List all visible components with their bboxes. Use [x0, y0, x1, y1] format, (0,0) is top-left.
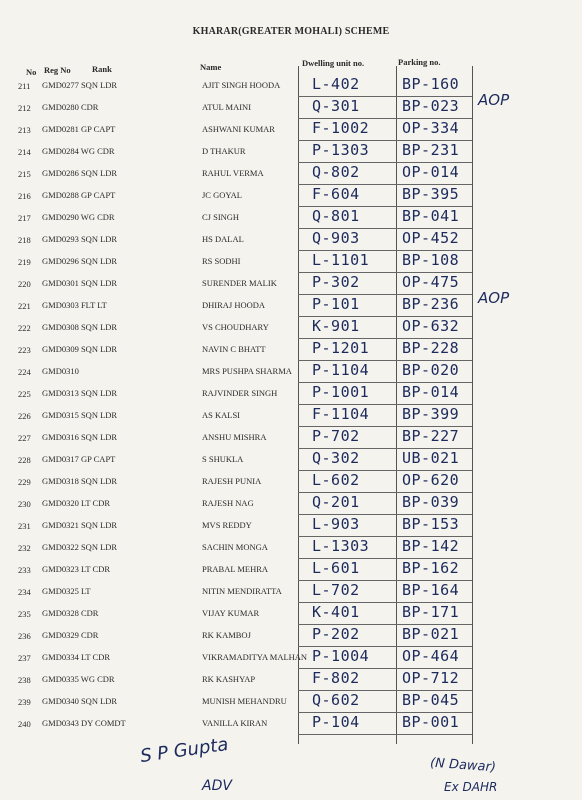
- dwelling-unit-value: P-1001: [312, 383, 370, 401]
- row-reg-rank: GMD0335 WG CDR: [42, 674, 115, 684]
- row-serial-no: 222: [18, 323, 31, 333]
- dwelling-cell: [298, 229, 396, 251]
- table-row: [0, 383, 582, 405]
- row-reg-rank: GMD0317 GP CAPT: [42, 454, 116, 464]
- parking-value: OP-014: [402, 163, 460, 181]
- dwelling-cell: [298, 493, 396, 515]
- parking-value: BP-171: [402, 603, 460, 621]
- parking-cell: [396, 449, 472, 471]
- table-row: [0, 647, 582, 669]
- table-row: [0, 471, 582, 493]
- row-name: ATUL MAINI: [202, 102, 252, 112]
- header-name: Name: [200, 62, 222, 72]
- parking-value: BP-020: [402, 361, 460, 379]
- document-title: KHARAR(GREATER MOHALI) SCHEME: [192, 26, 390, 37]
- parking-value: BP-001: [402, 713, 460, 731]
- parking-value: OP-452: [402, 229, 460, 247]
- table-row: [0, 207, 582, 229]
- row-serial-no: 221: [18, 301, 31, 311]
- row-serial-no: 232: [18, 543, 31, 553]
- parking-value: BP-142: [402, 537, 460, 555]
- row-reg-rank: GMD0296 SQN LDR: [42, 256, 118, 266]
- row-reg-rank: GMD0281 GP CAPT: [42, 124, 116, 134]
- dwelling-cell: [298, 361, 396, 383]
- signature-left-sub: [202, 778, 232, 794]
- row-reg-rank: GMD0329 CDR: [42, 630, 99, 640]
- table-row: [0, 289, 582, 317]
- row-reg-rank: GMD0286 SQN LDR: [42, 168, 118, 178]
- parking-cell: [396, 537, 472, 559]
- row-serial-no: 235: [18, 609, 31, 619]
- parking-value: BP-041: [402, 207, 460, 225]
- row-name: ASHWANI KUMAR: [202, 124, 275, 134]
- row-name: RAJVINDER SINGH: [202, 388, 278, 398]
- dwelling-unit-value: P-702: [312, 427, 360, 445]
- row-reg-rank: GMD0290 WG CDR: [42, 212, 115, 222]
- row-serial-no: 227: [18, 433, 31, 443]
- parking-value: BP-395: [402, 185, 460, 203]
- row-name: VS CHOUDHARY: [202, 322, 269, 332]
- row-reg-rank: GMD0308 SQN LDR: [42, 322, 118, 332]
- table-row: [0, 405, 582, 427]
- parking-cell: [396, 669, 472, 691]
- dwelling-unit-value: P-1201: [312, 339, 370, 357]
- table-row: [0, 713, 582, 735]
- parking-value: BP-231: [402, 141, 460, 159]
- parking-cell: [396, 691, 472, 713]
- dwelling-unit-value: Q-903: [312, 229, 360, 247]
- row-serial-no: 234: [18, 587, 31, 597]
- row-reg-rank: GMD0315 SQN LDR: [42, 410, 118, 420]
- dwelling-unit-value: Q-301: [312, 97, 360, 115]
- dwelling-cell: [298, 603, 396, 625]
- table-row: [0, 141, 582, 163]
- table-row: [0, 537, 582, 559]
- table-row: [0, 91, 582, 119]
- row-reg-rank: GMD0293 SQN LDR: [42, 234, 118, 244]
- row-name: RK KASHYAP: [202, 674, 256, 684]
- parking-value: OP-632: [402, 317, 460, 335]
- signature-right-text: (N Dawar): [429, 755, 497, 776]
- row-serial-no: 223: [18, 345, 31, 355]
- parking-cell: [396, 207, 472, 229]
- dwelling-cell: [298, 163, 396, 185]
- row-reg-rank: GMD0328 CDR: [42, 608, 99, 618]
- row-reg-rank: GMD0310: [42, 366, 79, 376]
- row-serial-no: 239: [18, 697, 31, 707]
- row-reg-rank: GMD0321 SQN LDR: [42, 520, 118, 530]
- table-row: [0, 317, 582, 339]
- parking-cell: [396, 361, 472, 383]
- dwelling-cell: [298, 251, 396, 273]
- row-reg-rank: GMD0303 FLT LT: [42, 300, 107, 310]
- parking-value: BP-045: [402, 691, 460, 709]
- row-name: D THAKUR: [202, 146, 246, 156]
- row-name: S SHUKLA: [202, 454, 244, 464]
- parking-value: BP-162: [402, 559, 460, 577]
- row-name: MRS PUSHPA SHARMA: [202, 366, 292, 376]
- table-row: [0, 449, 582, 471]
- parking-cell: [396, 273, 472, 295]
- parking-cell: [396, 581, 472, 603]
- handwritten-note: AOP: [478, 91, 510, 109]
- parking-cell: [396, 625, 472, 647]
- dwelling-unit-value: Q-302: [312, 449, 360, 467]
- parking-value: BP-227: [402, 427, 460, 445]
- row-name: ANSHU MISHRA: [202, 432, 267, 442]
- table-row: [0, 669, 582, 691]
- dwelling-unit-value: F-802: [312, 669, 360, 687]
- row-serial-no: 212: [18, 103, 31, 113]
- table-row: [0, 691, 582, 713]
- parking-cell: [396, 427, 472, 449]
- parking-cell: [396, 493, 472, 515]
- row-reg-rank: GMD0343 DY COMDT: [42, 718, 126, 728]
- parking-cell: [396, 295, 472, 317]
- parking-value: OP-334: [402, 119, 460, 137]
- dwelling-cell: [298, 647, 396, 669]
- row-reg-rank: GMD0309 SQN LDR: [42, 344, 118, 354]
- handwritten-note: AOP: [478, 289, 510, 307]
- row-name: RAHUL VERMA: [202, 168, 264, 178]
- dwelling-cell: [298, 207, 396, 229]
- row-serial-no: 224: [18, 367, 31, 377]
- table-row: [0, 185, 582, 207]
- row-name: RS SODHI: [202, 256, 241, 266]
- dwelling-unit-value: L-402: [312, 75, 360, 93]
- dwelling-unit-value: K-401: [312, 603, 360, 621]
- parking-value: OP-464: [402, 647, 460, 665]
- dwelling-unit-value: F-1104: [312, 405, 370, 423]
- row-name: HS DALAL: [202, 234, 244, 244]
- table-row: [0, 251, 582, 273]
- dwelling-cell: [298, 141, 396, 163]
- dwelling-unit-value: L-702: [312, 581, 360, 599]
- row-name: RK KAMBOJ: [202, 630, 251, 640]
- parking-value: BP-153: [402, 515, 460, 533]
- table-row: [0, 581, 582, 603]
- dwelling-unit-value: P-302: [312, 273, 360, 291]
- row-reg-rank: GMD0323 LT CDR: [42, 564, 111, 574]
- dwelling-cell: [298, 119, 396, 141]
- dwelling-cell: [298, 339, 396, 361]
- table-row: [0, 515, 582, 537]
- parking-value: BP-160: [402, 75, 460, 93]
- signature-left: [139, 734, 230, 767]
- dwelling-cell: [298, 625, 396, 647]
- dwelling-unit-value: Q-201: [312, 493, 360, 511]
- row-name: NAVIN C BHATT: [202, 344, 266, 354]
- row-name: VIKRAMADITYA MALHAN: [202, 652, 308, 662]
- parking-value: BP-021: [402, 625, 460, 643]
- parking-cell: [396, 515, 472, 537]
- parking-cell: [396, 163, 472, 185]
- dwelling-cell: [298, 383, 396, 405]
- parking-cell: [396, 119, 472, 141]
- parking-value: UB-021: [402, 449, 460, 467]
- parking-cell: [396, 339, 472, 361]
- row-name: PRABAL MEHRA: [202, 564, 269, 574]
- row-serial-no: 230: [18, 499, 31, 509]
- dwelling-cell: [298, 405, 396, 427]
- table-row: [0, 339, 582, 361]
- parking-cell: [396, 75, 472, 97]
- row-reg-rank: GMD0301 SQN LDR: [42, 278, 118, 288]
- parking-value: BP-014: [402, 383, 460, 401]
- row-name: JC GOYAL: [202, 190, 242, 200]
- header-rank: Rank: [92, 64, 112, 74]
- parking-cell: [396, 471, 472, 493]
- dwelling-cell: [298, 449, 396, 471]
- table-header: [0, 57, 582, 77]
- table-row: [0, 493, 582, 515]
- row-reg-rank: GMD0325 LT: [42, 586, 91, 596]
- row-name: AS KALSI: [202, 410, 241, 420]
- parking-cell: [396, 647, 472, 669]
- table-row: [0, 361, 582, 383]
- signature-right-sub: [444, 780, 497, 794]
- dwelling-cell: [298, 427, 396, 449]
- dwelling-unit-value: P-104: [312, 713, 360, 731]
- row-serial-no: 237: [18, 653, 31, 663]
- row-reg-rank: GMD0318 SQN LDR: [42, 476, 118, 486]
- row-name: DHIRAJ HOODA: [202, 300, 266, 310]
- row-reg-rank: GMD0316 SQN LDR: [42, 432, 118, 442]
- signature-right: [430, 756, 497, 776]
- parking-cell: [396, 185, 472, 207]
- parking-cell: [396, 405, 472, 427]
- header-no: No: [26, 67, 37, 77]
- dwelling-unit-value: F-604: [312, 185, 360, 203]
- table-row: [0, 559, 582, 581]
- row-serial-no: 218: [18, 235, 31, 245]
- header-dwelling-unit: Dwelling unit no.: [302, 58, 365, 68]
- row-name: MVS REDDY: [202, 520, 252, 530]
- row-reg-rank: GMD0340 SQN LDR: [42, 696, 118, 706]
- dwelling-cell: [298, 471, 396, 493]
- row-serial-no: 215: [18, 169, 31, 179]
- row-reg-rank: GMD0284 WG CDR: [42, 146, 115, 156]
- row-name: AJIT SINGH HOODA: [202, 80, 281, 90]
- signature-left-text: S P Gupta: [138, 733, 230, 768]
- row-name: SACHIN MONGA: [202, 542, 268, 552]
- row-reg-rank: GMD0322 SQN LDR: [42, 542, 118, 552]
- dwelling-unit-value: Q-602: [312, 691, 360, 709]
- parking-cell: [396, 97, 472, 119]
- dwelling-unit-value: L-1303: [312, 537, 370, 555]
- row-name: SURENDER MALIK: [202, 278, 277, 288]
- row-serial-no: 216: [18, 191, 31, 201]
- dwelling-unit-value: Q-802: [312, 163, 360, 181]
- dwelling-unit-value: L-601: [312, 559, 360, 577]
- row-serial-no: 211: [18, 81, 31, 91]
- dwelling-unit-value: F-1002: [312, 119, 370, 137]
- row-reg-rank: GMD0277 SQN LDR: [42, 80, 118, 90]
- header-reg-no: Reg No: [44, 65, 71, 75]
- row-reg-rank: GMD0334 LT CDR: [42, 652, 111, 662]
- parking-value: BP-108: [402, 251, 460, 269]
- row-name: RAJESH PUNIA: [202, 476, 262, 486]
- dwelling-unit-value: L-903: [312, 515, 360, 533]
- table-row: [0, 625, 582, 647]
- table-row: [0, 427, 582, 449]
- row-name: RAJESH NAG: [202, 498, 254, 508]
- dwelling-cell: [298, 581, 396, 603]
- dwelling-cell: [298, 75, 396, 97]
- row-serial-no: 228: [18, 455, 31, 465]
- row-serial-no: 214: [18, 147, 31, 157]
- dwelling-cell: [298, 97, 396, 119]
- dwelling-cell: [298, 537, 396, 559]
- table-row: [0, 603, 582, 625]
- dwelling-unit-value: P-101: [312, 295, 360, 313]
- parking-cell: [396, 713, 472, 735]
- parking-cell: [396, 229, 472, 251]
- row-serial-no: 229: [18, 477, 31, 487]
- row-serial-no: 220: [18, 279, 31, 289]
- parking-cell: [396, 251, 472, 273]
- row-name: MUNISH MEHANDRU: [202, 696, 287, 706]
- row-reg-rank: GMD0288 GP CAPT: [42, 190, 116, 200]
- row-serial-no: 225: [18, 389, 31, 399]
- row-serial-no: 213: [18, 125, 31, 135]
- parking-cell: [396, 383, 472, 405]
- dwelling-cell: [298, 273, 396, 295]
- row-serial-no: 240: [18, 719, 31, 729]
- dwelling-cell: [298, 713, 396, 735]
- dwelling-unit-value: Q-801: [312, 207, 360, 225]
- parking-value: BP-039: [402, 493, 460, 511]
- dwelling-unit-value: P-202: [312, 625, 360, 643]
- dwelling-unit-value: P-1303: [312, 141, 370, 159]
- row-reg-rank: GMD0320 LT CDR: [42, 498, 111, 508]
- parking-cell: [396, 559, 472, 581]
- row-serial-no: 238: [18, 675, 31, 685]
- row-name: NITIN MENDIRATTA: [202, 586, 282, 596]
- dwelling-unit-value: L-1101: [312, 251, 370, 269]
- parking-value: BP-228: [402, 339, 460, 357]
- parking-value: OP-620: [402, 471, 460, 489]
- parking-value: BP-236: [402, 295, 460, 313]
- table-row: [0, 119, 582, 141]
- row-serial-no: 231: [18, 521, 31, 531]
- row-serial-no: 226: [18, 411, 31, 421]
- dwelling-cell: [298, 295, 396, 317]
- dwelling-cell: [298, 317, 396, 339]
- dwelling-cell: [298, 515, 396, 537]
- signature-right-subtext: Ex DAHR: [444, 780, 498, 794]
- parking-value: BP-023: [402, 97, 460, 115]
- row-serial-no: 236: [18, 631, 31, 641]
- row-name: CJ SINGH: [202, 212, 240, 222]
- dwelling-unit-value: P-1004: [312, 647, 370, 665]
- table-row: [0, 163, 582, 185]
- parking-value: BP-164: [402, 581, 460, 599]
- row-reg-rank: GMD0313 SQN LDR: [42, 388, 118, 398]
- dwelling-unit-value: K-901: [312, 317, 360, 335]
- parking-cell: [396, 317, 472, 339]
- dwelling-unit-value: P-1104: [312, 361, 370, 379]
- parking-value: BP-399: [402, 405, 460, 423]
- dwelling-unit-value: L-602: [312, 471, 360, 489]
- header-parking: Parking no.: [398, 57, 441, 67]
- dwelling-cell: [298, 691, 396, 713]
- parking-cell: [396, 141, 472, 163]
- row-serial-no: 233: [18, 565, 31, 575]
- row-reg-rank: GMD0280 CDR: [42, 102, 99, 112]
- table-row: [0, 229, 582, 251]
- signature-left-subtext: ADV: [202, 778, 232, 794]
- row-name: VIJAY KUMAR: [202, 608, 260, 618]
- parking-value: OP-712: [402, 669, 460, 687]
- row-name: VANILLA KIRAN: [202, 718, 268, 728]
- dwelling-cell: [298, 559, 396, 581]
- row-serial-no: 219: [18, 257, 31, 267]
- parking-value: OP-475: [402, 273, 460, 291]
- row-serial-no: 217: [18, 213, 31, 223]
- parking-cell: [396, 603, 472, 625]
- dwelling-cell: [298, 669, 396, 691]
- dwelling-cell: [298, 185, 396, 207]
